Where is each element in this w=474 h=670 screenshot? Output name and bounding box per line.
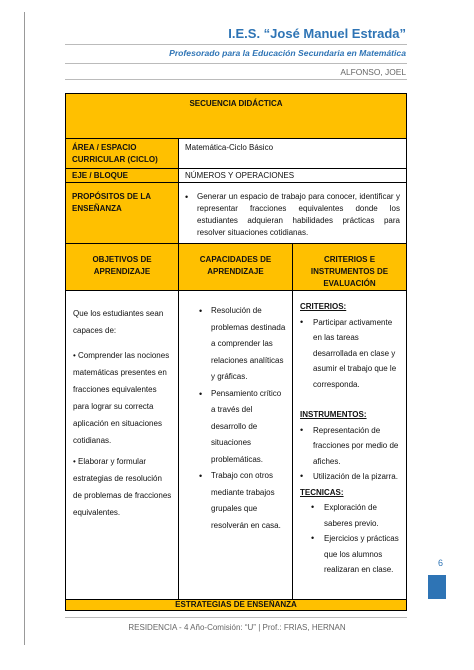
col-header-capacidades xyxy=(178,243,293,291)
criterios-cell xyxy=(292,290,407,600)
area-label: ÁREA / ESPACIO CURRICULAR (CICLO) xyxy=(72,143,158,164)
propositos-label-cell xyxy=(65,182,179,244)
eje-label-cell xyxy=(65,168,179,183)
footer-divider xyxy=(65,617,407,618)
area-value: Matemática-Ciclo Básico xyxy=(185,143,274,152)
propositos-text: Generar un espacio de trabajo para conocer, identificar y representar fracciones equivalentes donde los estudiantes adquieran habilidades prácticas para resolver situaciones cotidianas. xyxy=(197,192,400,237)
spacer xyxy=(73,339,172,347)
tecnica-text: Ejercicios y prácticas que los alumnos realizaran en clase. xyxy=(324,534,399,574)
criterios-heading: CRITERIOS: xyxy=(300,302,347,311)
propositos-value-cell xyxy=(178,182,407,244)
list-item xyxy=(300,469,400,485)
col-header-criterios xyxy=(292,243,407,291)
eje-value-cell xyxy=(178,168,407,183)
list-item xyxy=(73,347,172,449)
tecnicas-heading: TECNICAS: xyxy=(300,487,344,497)
capacidad-text: Trabajo con otros mediante trabajos grupales que resolverán en casa. xyxy=(211,471,281,530)
list-item xyxy=(199,468,286,534)
header-divider xyxy=(65,63,407,64)
tecnica-text: Exploración de saberes previo. xyxy=(324,503,379,528)
instrumentos-heading: INSTRUMENTOS: xyxy=(300,410,367,419)
list-item xyxy=(300,315,400,393)
col-header-label: CRITERIOS E INSTRUMENTOS DE EVALUACIÓN xyxy=(310,255,389,288)
spacer xyxy=(300,392,400,407)
bullet-icon: • xyxy=(311,502,315,512)
bullet-icon: • xyxy=(185,192,189,202)
page-tab xyxy=(428,575,446,599)
bullet-icon: • xyxy=(300,471,304,481)
list-item xyxy=(199,303,286,386)
header-divider xyxy=(65,44,407,45)
col-header-label: OBJETIVOS DE APRENDIZAJE xyxy=(92,255,152,276)
instrumento-text: Utilización de la pizarra. xyxy=(313,472,398,481)
bullet-icon: • xyxy=(300,316,304,327)
propositos-label: PROPÓSITOS DE LA ENSEÑANZA xyxy=(72,192,151,213)
program-subtitle: Profesorado para la Educación Secundaria en Matemática xyxy=(169,48,406,58)
criterio-text: Participar activamente en las tareas desarrollada en clase y asumir el trabajo que le corresponda. xyxy=(313,317,397,389)
estrategias-label: ESTRATEGIAS DE ENSEÑANZA xyxy=(175,600,297,609)
author-name: ALFONSO, JOEL xyxy=(340,67,406,77)
list-item xyxy=(300,500,400,531)
bullet-icon: • xyxy=(73,457,79,466)
footer-text: RESIDENCIA - 4 Año-Comisión: “U” | Prof.: FRIAS, HERNAN xyxy=(128,623,346,632)
page-number: 6 xyxy=(438,558,444,568)
capacidad-text: Pensamiento crítico a través del desarrollo de situaciones problemáticas. xyxy=(211,388,282,464)
bullet-icon: • xyxy=(73,351,79,360)
table-title: SECUENCIA DIDÁCTICA xyxy=(189,99,283,108)
list-item xyxy=(185,191,400,239)
bullet-icon: • xyxy=(199,388,203,399)
instrumento-text: Representación de fracciones por medio de afiches. xyxy=(313,425,399,466)
bullet-icon: • xyxy=(199,471,203,481)
col-header-label: CAPACIDADES DE APRENDIZAJE xyxy=(199,255,272,276)
estrategias-cell xyxy=(65,599,407,611)
header-divider xyxy=(65,79,407,80)
bullet-icon: • xyxy=(311,533,315,543)
col-header-objetivos xyxy=(65,243,179,291)
objetivos-cell xyxy=(65,290,179,600)
objetivos-intro: Que los estudiantes sean capaces de: xyxy=(73,309,164,335)
eje-value: NÚMEROS Y OPERACIONES xyxy=(185,171,295,180)
capacidades-cell xyxy=(178,290,293,600)
capacidad-text: Resolución de problemas destinada a comprender las relaciones analíticas y gráficas. xyxy=(211,306,286,381)
bullet-icon: • xyxy=(300,424,304,435)
objetivo-text: Comprender las nociones matemáticas presentes en fracciones equivalentes para lograr su correcta aplicación en situaciones cotidianas. xyxy=(73,351,170,445)
list-item xyxy=(300,531,400,578)
list-item xyxy=(199,386,286,469)
objetivo-text: Elaborar y formular estrategias de resolución de problemas de fracciones equivalentes. xyxy=(73,457,172,517)
area-label-cell xyxy=(65,138,179,169)
eje-label: EJE / BLOQUE xyxy=(72,171,129,180)
list-item xyxy=(300,423,400,470)
table-title-cell xyxy=(65,93,407,139)
area-value-cell xyxy=(178,138,407,169)
list-item xyxy=(73,453,172,521)
institution-title: I.E.S. “José Manuel Estrada” xyxy=(228,26,406,41)
bullet-icon: • xyxy=(199,306,203,316)
page-border xyxy=(24,12,25,645)
